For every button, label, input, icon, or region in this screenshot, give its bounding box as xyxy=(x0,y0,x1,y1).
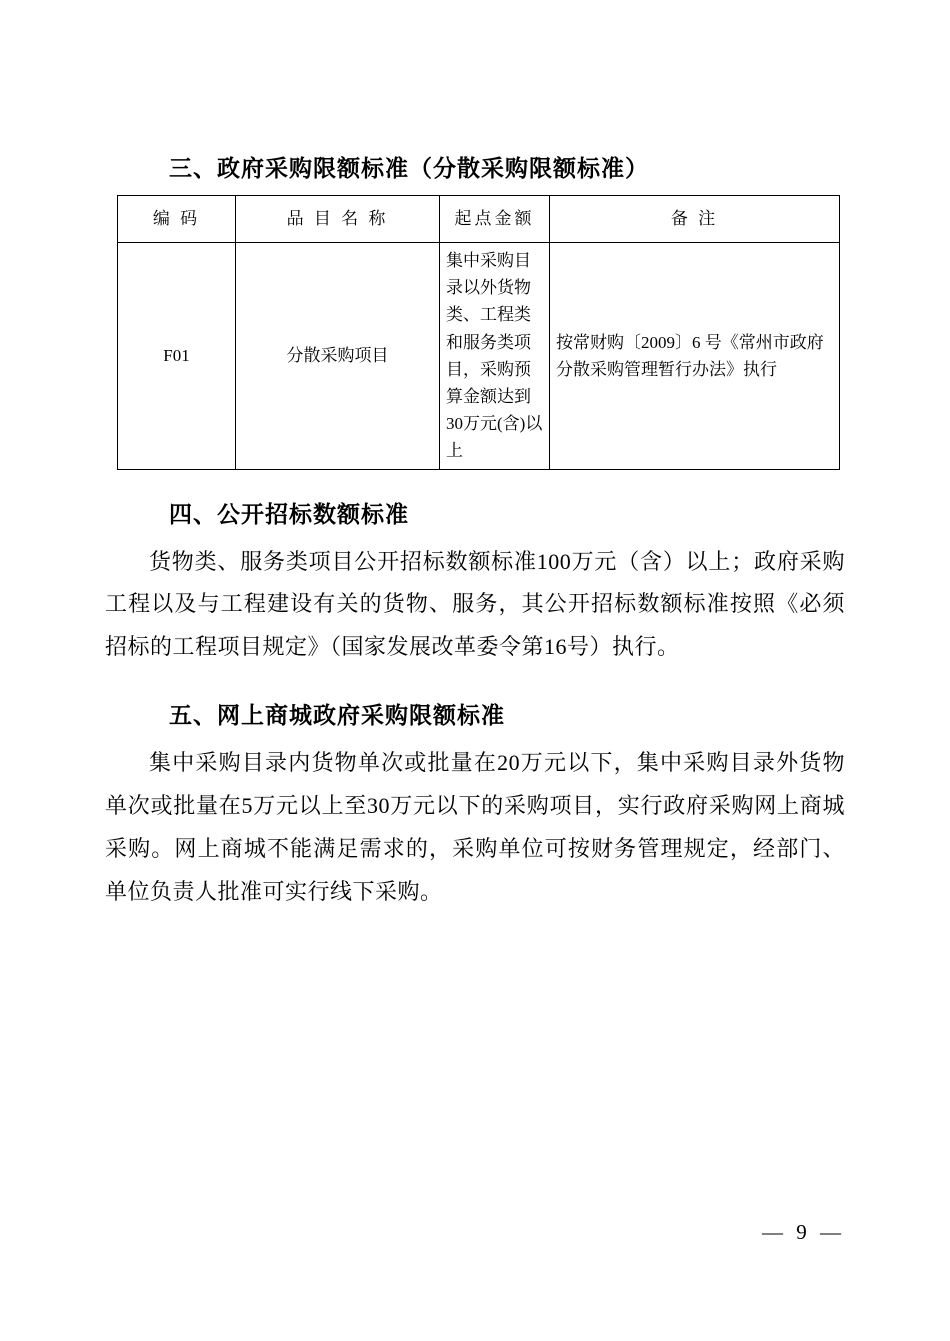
section-4-paragraph: 货物类、服务类项目公开招标数额标准100万元（含）以上；政府采购工程以及与工程建设有关的货物、服务，其公开招标数额标准按照《必须招标的工程项目规定》（国家发展改革委令第16号）执行。 xyxy=(105,548,845,660)
cell-amount: 集中采购目录以外货物类、工程类和服务类项目，采购预算金额达到30万元(含)以上 xyxy=(440,243,550,470)
cell-name: 分散采购项目 xyxy=(236,243,440,470)
page-number: — 9 — xyxy=(762,1220,845,1244)
column-header-name: 品 目 名 称 xyxy=(236,196,440,243)
section-heading-4: 四、公开招标数额标准 xyxy=(169,501,409,528)
table-row xyxy=(118,243,840,470)
cell-remark: 按常财购〔2009〕6 号《常州市政府分散采购管理暂行办法》执行 xyxy=(550,243,840,470)
column-header-amount: 起点金额 xyxy=(440,196,550,243)
section-heading-5: 五、网上商城政府采购限额标准 xyxy=(169,703,505,730)
column-header-code: 编 码 xyxy=(118,196,236,243)
cell-code: F01 xyxy=(118,243,236,470)
table-header-row xyxy=(118,196,840,243)
procurement-limit-table xyxy=(117,195,840,470)
section-5-paragraph: 集中采购目录内货物单次或批量在20万元以下，集中采购目录外货物单次或批量在5万元以上至30万元以下的采购项目，实行政府采购网上商城采购。网上商城不能满足需求的，采购单位可按财务管理规定，经部门、单位负责人批准可实行线下采购。 xyxy=(105,750,845,904)
section-heading-3: 三、政府采购限额标准（分散采购限额标准） xyxy=(169,156,649,182)
column-header-remark: 备 注 xyxy=(550,196,840,243)
